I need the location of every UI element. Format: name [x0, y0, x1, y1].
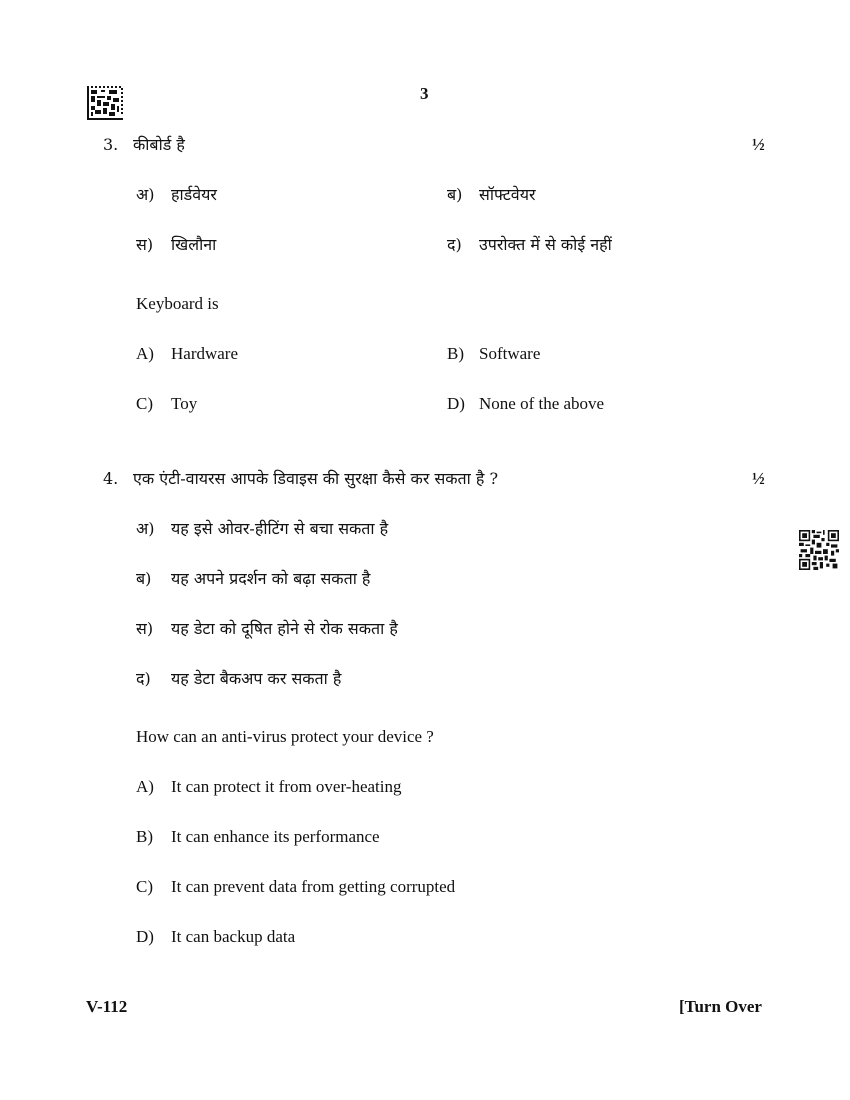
q4-english-option-text-d: It can backup data: [171, 927, 296, 946]
qr-code: [799, 530, 839, 570]
q3-english-option-label-c: C): [136, 394, 153, 413]
q3-hindi-option-label-a: अ): [136, 185, 155, 204]
q4-english-option-label-a: A): [136, 777, 154, 796]
q3-hindi-option-text-a: हार्डवेयर: [171, 185, 217, 204]
q3-english-option-label-a: A): [136, 344, 154, 363]
question-3-hindi-text: कीबोर्ड है: [133, 135, 185, 154]
q4-english-option-label-d: D): [136, 927, 154, 946]
q4-english-option-label-b: B): [136, 827, 153, 846]
q3-hindi-option-label-d: द): [447, 235, 462, 254]
q3-hindi-option-label-b: ब): [447, 185, 463, 204]
q3-english-option-label-b: B): [447, 344, 464, 363]
q3-hindi-option-text-b: सॉफ्टवेयर: [479, 185, 536, 204]
q4-hindi-option-text-c: यह डेटा को दूषित होने से रोक सकता है: [171, 619, 398, 638]
question-4-english-text: How can an anti-virus protect your device ?: [136, 727, 434, 746]
q4-hindi-option-label-c: स): [136, 619, 154, 638]
question-3-english-text: Keyboard is: [136, 294, 219, 313]
q4-hindi-option-text-a: यह इसे ओवर-हीटिंग से बचा सकता है: [171, 519, 389, 538]
q4-hindi-option-label-d: द): [136, 669, 151, 688]
question-4-hindi-text: एक एंटी-वायरस आपके डिवाइस की सुरक्षा कैसे कर सकता है ?: [133, 469, 499, 488]
q3-english-option-text-b: Software: [479, 344, 541, 363]
q3-hindi-option-text-d: उपरोक्त में से कोई नहीं: [479, 235, 612, 254]
q3-english-option-text-c: Toy: [171, 394, 198, 413]
paper-code: V-112: [86, 997, 128, 1016]
q3-english-option-label-d: D): [447, 394, 465, 413]
q4-hindi-option-text-d: यह डेटा बैकअप कर सकता है: [171, 669, 342, 688]
q4-hindi-option-label-b: ब): [136, 569, 152, 588]
q4-english-option-text-a: It can protect it from over-heating: [171, 777, 402, 796]
turn-over-label: [Turn Over: [679, 997, 762, 1016]
q4-hindi-option-label-a: अ): [136, 519, 155, 538]
q4-english-option-text-b: It can enhance its performance: [171, 827, 380, 846]
q4-english-option-text-c: It can prevent data from getting corrupted: [171, 877, 456, 896]
q4-hindi-option-text-b: यह अपने प्रदर्शन को बढ़ा सकता है: [171, 569, 371, 588]
q3-english-option-text-d: None of the above: [479, 394, 605, 413]
q4-english-option-label-c: C): [136, 877, 153, 896]
q3-hindi-option-text-c: खिलौना: [171, 235, 217, 254]
page-number: 3: [420, 84, 429, 103]
question-3-marks: ½: [752, 135, 765, 154]
q3-english-option-text-a: Hardware: [171, 344, 239, 363]
question-4-marks: ½: [752, 469, 765, 488]
q3-hindi-option-label-c: स): [136, 235, 154, 254]
datamatrix-code: [87, 86, 123, 120]
question-3-number: 3.: [103, 135, 119, 154]
question-4-number: 4.: [103, 469, 119, 488]
